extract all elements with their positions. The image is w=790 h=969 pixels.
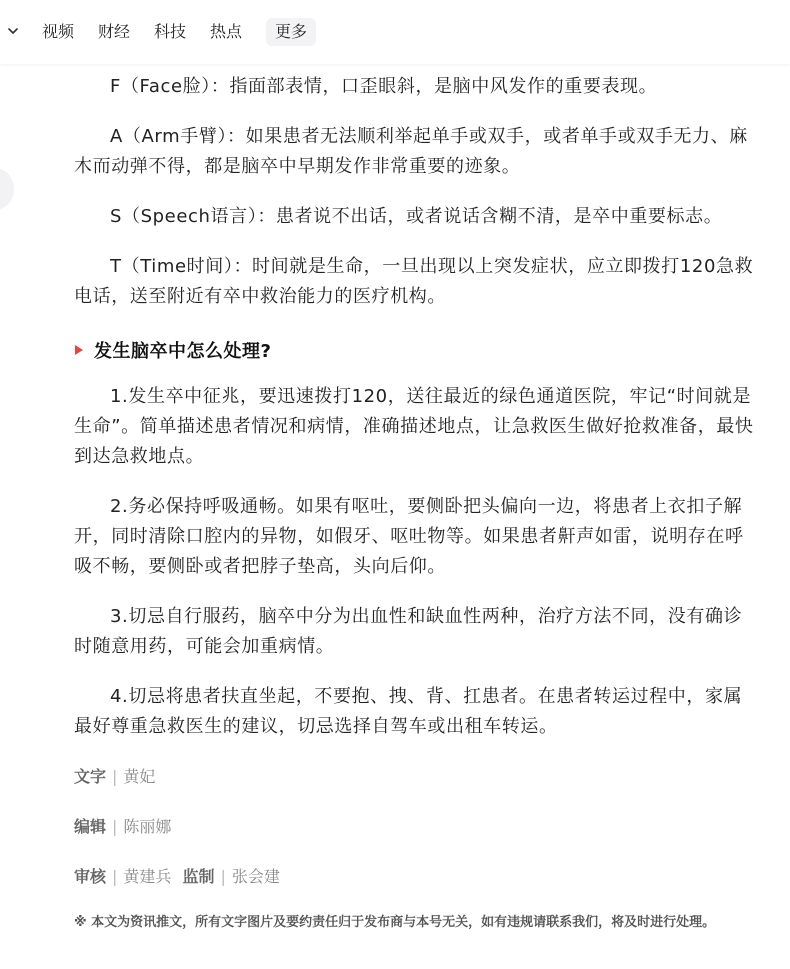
nav-item-video[interactable]: 视频: [42, 22, 75, 41]
chevron-down-icon[interactable]: [4, 22, 22, 40]
credit-separator: |: [220, 867, 226, 886]
section-heading: [74, 332, 754, 368]
credit-value: 黄建兵: [123, 867, 172, 886]
credit-separator: |: [112, 817, 118, 836]
credit-review: [74, 866, 754, 888]
nav-item-hot[interactable]: 热点: [210, 22, 243, 41]
nav-more-button[interactable]: 更多: [266, 18, 316, 46]
paragraph-time: T（Time时间）：时间就是生命，一旦出现以上突发症状，应立即拨打120急救电话，送至附近有卒中救治能力的医疗机构。: [74, 256, 754, 307]
article-body: [74, 72, 754, 932]
section-heading-text: 发生脑卒中怎么处理?: [94, 341, 272, 362]
credit-value: 陈丽娜: [123, 817, 172, 836]
paragraph-step-4: 4.切忌将患者扶直坐起，不要抱、拽、背、扛患者。在患者转运过程中，家属最好尊重急救医生的建议，切忌选择自驾车或出租车转运。: [74, 686, 743, 737]
disclaimer-note: ※ 本文为资讯推文，所有文字图片及要约责任归于发布商与本号无关，如有违规请联系我们，将及时进行处理。: [74, 915, 716, 930]
credit-label: 文字: [74, 767, 107, 786]
credit-separator: |: [112, 767, 118, 786]
sidebar-avatar-fragment: [0, 168, 14, 210]
credit-value: 黄妃: [123, 767, 156, 786]
nav-item-finance[interactable]: 财经: [98, 22, 131, 41]
paragraph-arm: A（Arm手臂）：如果患者无法顺利举起单手或双手，或者单手或双手无力、麻木而动弹不得，都是脑卒中早期发作非常重要的迹象。: [74, 126, 748, 177]
credit-label: 监制: [182, 867, 215, 886]
credit-label: 编辑: [74, 817, 107, 836]
credit-editor: [74, 816, 754, 838]
triangle-bullet-icon: [75, 345, 83, 355]
credit-text-author: [74, 766, 754, 788]
paragraph-face: F（Face脸）：指面部表情，口歪眼斜，是脑中风发作的重要表现。: [110, 76, 658, 97]
paragraph-speech: S（Speech语言）：患者说不出话，或者说话含糊不清，是卒中重要标志。: [110, 206, 723, 227]
paragraph-step-1: 1.发生卒中征兆，要迅速拨打120，送往最近的绿色通道医院，牢记“时间就是生命”。简单描述患者情况和病情，准确描述地点，让急救医生做好抢救准备，最快到达急救地点。: [74, 386, 754, 467]
paragraph-step-3: 3.切忌自行服药，脑卒中分为出血性和缺血性两种，治疗方法不同，没有确诊时随意用药，可能会加重病情。: [74, 606, 743, 657]
nav-item-tech[interactable]: 科技: [154, 22, 187, 41]
paragraph-step-2: 2.务必保持呼吸通畅。如果有呕吐，要侧卧把头偏向一边，将患者上衣扣子解开，同时清除口腔内的异物，如假牙、呕吐物等。如果患者鼾声如雷，说明存在呼吸不畅，要侧卧或者把脖子垫高，头向后仰。: [74, 496, 744, 577]
credit-value: 张会建: [231, 867, 280, 886]
credit-separator: |: [112, 867, 118, 886]
top-nav-bar: [0, 0, 790, 64]
credit-label: 审核: [74, 867, 107, 886]
